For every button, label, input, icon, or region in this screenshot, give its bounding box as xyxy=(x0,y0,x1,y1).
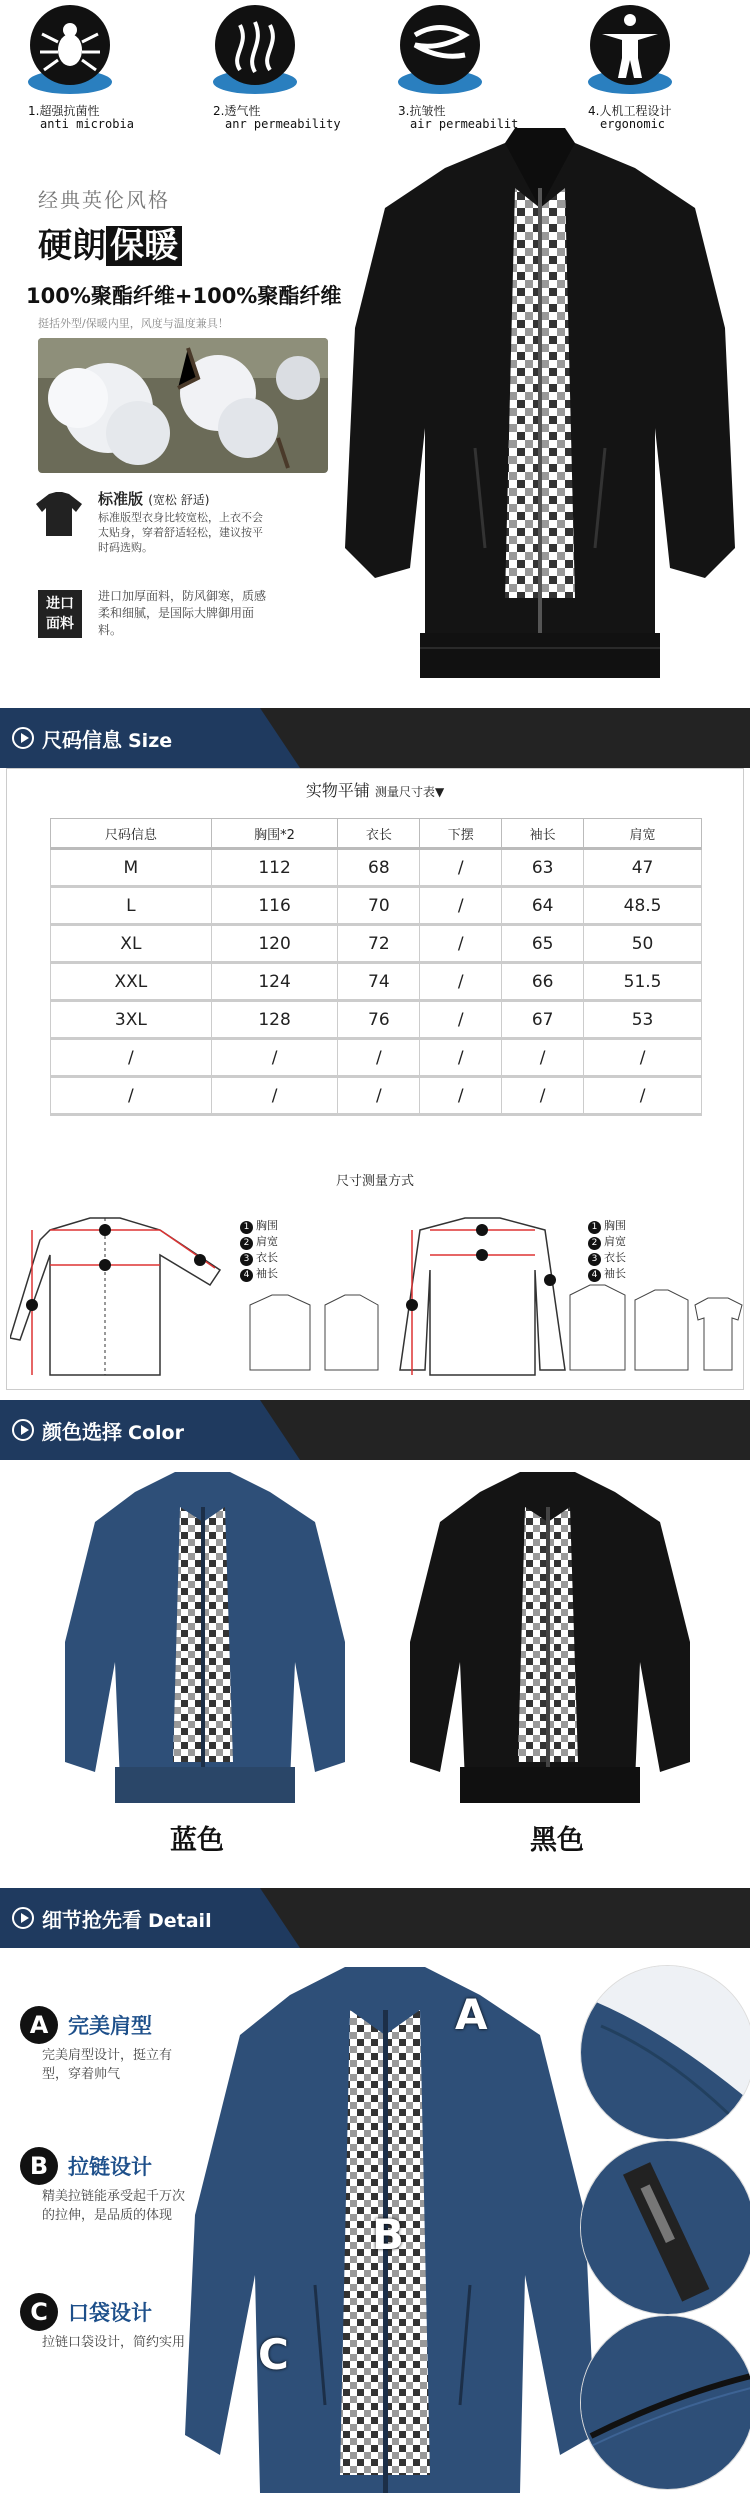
breathable-coil-icon xyxy=(390,0,490,100)
table-cell: 66 xyxy=(502,963,584,1001)
legend-item: 胸围 xyxy=(604,1219,626,1232)
size-table xyxy=(50,818,702,1116)
table-header-row xyxy=(51,819,702,849)
import-badge-line2: 面料 xyxy=(46,616,74,632)
table-cell: 128 xyxy=(211,1001,338,1039)
table-cell: 64 xyxy=(502,887,584,925)
size-table-title xyxy=(0,778,750,801)
column-header: 衣长 xyxy=(338,819,420,849)
import-badge-line1: 进口 xyxy=(46,596,74,612)
section-banner-color xyxy=(0,1400,750,1460)
section-banner-size xyxy=(0,708,750,768)
table-cell: M xyxy=(51,849,212,887)
table-cell: 53 xyxy=(584,1001,702,1039)
table-cell: / xyxy=(502,1077,584,1115)
callout-a: A xyxy=(455,1990,488,2039)
hero-black-jacket-image xyxy=(325,128,750,693)
table-cell: 124 xyxy=(211,963,338,1001)
sweater-measurement-diagram xyxy=(390,1210,745,1385)
detail-title-a: 完美肩型 xyxy=(68,2014,152,2038)
table-cell: XXL xyxy=(51,963,212,1001)
table-cell: 3XL xyxy=(51,1001,212,1039)
column-header: 肩宽 xyxy=(584,819,702,849)
table-cell: 47 xyxy=(584,849,702,887)
banner-title xyxy=(42,1416,184,1445)
size-title-main: 实物平铺 xyxy=(305,781,370,800)
table-cell: 120 xyxy=(211,925,338,963)
table-cell: / xyxy=(51,1077,212,1115)
feature-subcaption: anr permeability xyxy=(225,117,341,131)
table-row xyxy=(51,1039,702,1077)
airflow-icon xyxy=(205,0,305,100)
fiber-composition: 100%聚酯纤维+100%聚酯纤维 xyxy=(26,284,342,308)
banner-title-en: Color xyxy=(128,1422,184,1444)
play-circle-icon xyxy=(12,727,34,749)
table-row xyxy=(51,963,702,1001)
callout-b: B xyxy=(372,2210,405,2259)
feature-caption: 1.超强抗菌性 xyxy=(28,104,100,118)
table-row xyxy=(51,1077,702,1115)
detail-badge-b: B xyxy=(20,2147,58,2185)
bug-shield-icon xyxy=(20,0,120,100)
table-cell: 112 xyxy=(211,849,338,887)
black-jacket-image xyxy=(400,1462,700,1807)
banner-title-cn: 细节抢先看 xyxy=(42,1908,142,1932)
standard-fit-title xyxy=(98,488,209,509)
table-cell: 67 xyxy=(502,1001,584,1039)
table-row xyxy=(51,925,702,963)
human-figure-icon xyxy=(580,0,680,100)
detail-desc-b: 精美拉链能承受起千万次的拉伸，是品质的体现 xyxy=(42,2189,186,2223)
column-header: 胸围*2 xyxy=(211,819,338,849)
hero-tag-plain: 硬朗 xyxy=(38,226,106,266)
legend-item: 袖长 xyxy=(256,1267,278,1280)
table-cell: / xyxy=(51,1039,212,1077)
table-cell: 50 xyxy=(584,925,702,963)
banner-title xyxy=(42,1904,212,1933)
table-cell: / xyxy=(338,1077,420,1115)
table-cell: 63 xyxy=(502,849,584,887)
play-circle-icon xyxy=(12,1419,34,1441)
detail-title-b: 拉链设计 xyxy=(68,2155,152,2179)
feature-subcaption: anti microbia xyxy=(40,117,134,131)
callout-c: C xyxy=(258,2330,289,2379)
section-banner-detail xyxy=(0,1888,750,1948)
table-cell: / xyxy=(420,849,502,887)
detail-badge-c: C xyxy=(20,2293,58,2331)
size-title-sub: 测量尺寸表▼ xyxy=(374,785,445,799)
table-cell: 70 xyxy=(338,887,420,925)
table-cell: XL xyxy=(51,925,212,963)
legend-item: 肩宽 xyxy=(604,1235,626,1248)
table-cell: / xyxy=(211,1077,338,1115)
table-cell: / xyxy=(502,1039,584,1077)
banner-title-en: Detail xyxy=(148,1910,212,1932)
table-cell: 65 xyxy=(502,925,584,963)
measurement-legend-right: 1 胸围 2 肩宽 3 衣长 4 袖长 xyxy=(588,1218,626,1282)
table-cell: / xyxy=(338,1039,420,1077)
column-header: 尺码信息 xyxy=(51,819,212,849)
shirt-measurement-diagram xyxy=(10,1210,380,1385)
standard-fit-desc: 标准版型衣身比较宽松，上衣不会太贴身，穿着舒适轻松，建议按平时码选购。 xyxy=(98,511,263,554)
hero-tag-inverse: 保暖 xyxy=(106,226,182,266)
table-cell: / xyxy=(420,1039,502,1077)
feature-wrinkle xyxy=(370,0,530,131)
standard-fit-sub: (宽松 舒适) xyxy=(148,493,210,507)
detail-badge-a: A xyxy=(20,2006,58,2044)
feature-antimicrobial xyxy=(0,0,160,131)
table-cell: / xyxy=(584,1039,702,1077)
cotton-photo xyxy=(38,338,328,473)
feature-caption: 3.抗皱性 xyxy=(398,104,446,118)
table-cell: / xyxy=(420,1077,502,1115)
column-header: 袖长 xyxy=(502,819,584,849)
color-label-blue: 蓝色 xyxy=(170,1825,224,1856)
blue-jacket-image xyxy=(55,1462,355,1807)
table-cell: L xyxy=(51,887,212,925)
detail-zoom-zipper xyxy=(580,2140,750,2315)
table-row xyxy=(51,887,702,925)
table-cell: / xyxy=(420,887,502,925)
detail-desc-a: 完美肩型设计，挺立有型，穿着帅气 xyxy=(42,2048,173,2082)
table-cell: 68 xyxy=(338,849,420,887)
table-cell: / xyxy=(584,1077,702,1115)
table-cell: 116 xyxy=(211,887,338,925)
table-cell: 76 xyxy=(338,1001,420,1039)
detail-title-c: 口袋设计 xyxy=(68,2301,152,2325)
column-header: 下摆 xyxy=(420,819,502,849)
banner-title-en: Size xyxy=(128,730,173,752)
table-cell: 48.5 xyxy=(584,887,702,925)
standard-fit-label: 标准版 xyxy=(98,490,144,508)
detail-zoom-pocket xyxy=(580,2315,750,2490)
hero-tag xyxy=(38,218,182,267)
detail-zoom-shoulder xyxy=(580,1965,750,2140)
table-cell: / xyxy=(420,1001,502,1039)
detail-desc-c: 拉链口袋设计，简约实用 xyxy=(42,2335,186,2350)
legend-item: 肩宽 xyxy=(256,1235,278,1248)
import-fabric-desc: 进口加厚面料，防风御寒，质感柔和细腻，是国际大牌御用面料。 xyxy=(98,589,267,637)
table-row xyxy=(51,1001,702,1039)
legend-item: 衣长 xyxy=(604,1251,626,1264)
table-cell: 72 xyxy=(338,925,420,963)
table-cell: / xyxy=(420,963,502,1001)
measurement-legend-left: 1 胸围 2 肩宽 3 衣长 4 袖长 xyxy=(240,1218,278,1282)
feature-breathable xyxy=(185,0,345,131)
banner-title-cn: 尺码信息 xyxy=(42,728,122,752)
color-label-black: 黑色 xyxy=(530,1825,584,1856)
legend-item: 衣长 xyxy=(256,1251,278,1264)
legend-item: 袖长 xyxy=(604,1267,626,1280)
play-circle-icon xyxy=(12,1907,34,1929)
feature-subcaption: air permeabilit xyxy=(410,117,519,131)
table-cell: 51.5 xyxy=(584,963,702,1001)
table-cell: / xyxy=(420,925,502,963)
table-row xyxy=(51,849,702,887)
feature-caption: 2.透气性 xyxy=(213,104,261,118)
banner-title xyxy=(42,724,172,753)
feature-ergonomic xyxy=(560,0,720,131)
banner-title-cn: 颜色选择 xyxy=(42,1420,122,1444)
legend-item: 胸围 xyxy=(256,1219,278,1232)
import-fabric-badge xyxy=(38,590,82,638)
style-line: 经典英伦风格 xyxy=(38,188,170,212)
feature-caption: 4.人机工程设计 xyxy=(588,104,672,118)
feature-subcaption: ergonomic xyxy=(600,117,666,131)
table-cell: 74 xyxy=(338,963,420,1001)
fiber-subtitle: 挺括外型/保暖内里，风度与温度兼具！ xyxy=(38,317,229,330)
table-cell: / xyxy=(211,1039,338,1077)
tshirt-icon xyxy=(34,490,84,538)
measurement-method-title: 尺寸测量方式 xyxy=(335,1174,414,1189)
